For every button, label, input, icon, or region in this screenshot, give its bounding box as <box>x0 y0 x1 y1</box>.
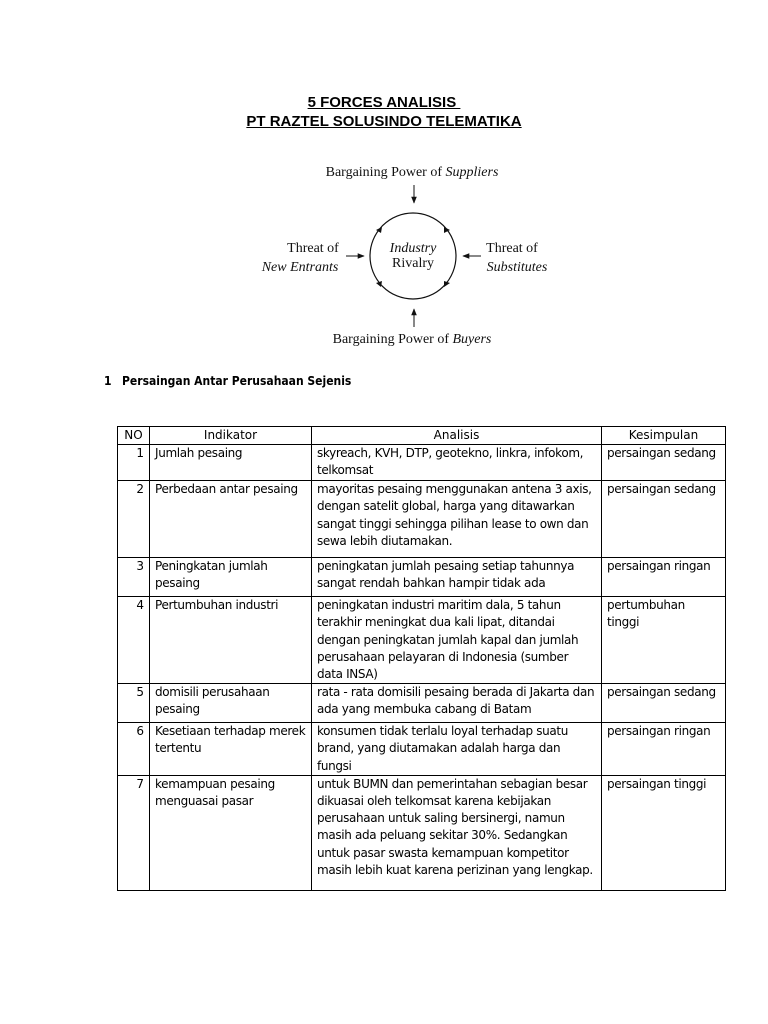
row-number: 4 <box>118 597 150 684</box>
industry-rivalry-line1: Industry <box>389 241 437 256</box>
row-kesimpulan: persaingan sedang <box>602 684 726 723</box>
row-indikator: Peningkatan jumlah pesaing <box>150 558 312 597</box>
industry-rivalry-line2: Rivalry <box>392 256 434 271</box>
substitutes-label-line2: Substitutes <box>486 260 548 275</box>
row-kesimpulan: persaingan sedang <box>602 481 726 558</box>
row-analisis: peningkatan jumlah pesaing setiap tahunnya sangat rendah bahkan hampir tidak ada <box>312 558 602 597</box>
row-analisis: mayoritas pesaing menggunakan antena 3 axis, dengan satelit global, harga yang ditawarkan sangat tinggi sehingga pilihan lease to own dan sewa lebih diutamakan. <box>312 481 602 558</box>
row-kesimpulan: persaingan ringan <box>602 723 726 776</box>
section-heading <box>104 374 351 388</box>
five-forces-diagram <box>0 0 768 360</box>
suppliers-label: Bargaining Power of Suppliers <box>325 165 499 180</box>
row-indikator: Perbedaan antar pesaing <box>150 481 312 558</box>
row-analisis: peningkatan industri maritim dala, 5 tahun terakhir meningkat dua kali lipat, ditandai dengan peningkatan jumlah kapal dan jumlah perusahaan pelayaran di Indonesia (sumber data INSA) <box>312 597 602 684</box>
header-no: NO <box>118 427 150 445</box>
section-number: 1 <box>104 374 112 388</box>
table-row <box>118 445 726 481</box>
row-kesimpulan: persaingan tinggi <box>602 775 726 890</box>
section-title: Persaingan Antar Perusahaan Sejenis <box>122 374 352 388</box>
new-entrants-label-line2: New Entrants <box>261 260 339 275</box>
table-row <box>118 558 726 597</box>
table-row <box>118 597 726 684</box>
table-row <box>118 684 726 723</box>
row-indikator: kemampuan pesaing menguasai pasar <box>150 775 312 890</box>
row-analisis: konsumen tidak terlalu loyal terhadap suatu brand, yang diutamakan adalah harga dan fungsi <box>312 723 602 776</box>
document-subtitle: PT RAZTEL SOLUSINDO TELEMATIKA <box>246 113 522 130</box>
table-row <box>118 723 726 776</box>
row-indikator: domisili perusahaan pesaing <box>150 684 312 723</box>
five-forces-table <box>117 426 726 891</box>
row-kesimpulan: persaingan ringan <box>602 558 726 597</box>
header-indikator: Indikator <box>150 427 312 445</box>
row-analisis: untuk BUMN dan pemerintahan sebagian besar dikuasai oleh telkomsat karena kebijakan perusahaan untuk saling bersinergi, namun masih ada peluang sekitar 30%. Sedangkan untuk pasar swasta kemampuan kompetitor masih lebih kuat karena perizinan yang lengkap. <box>312 775 602 890</box>
row-analisis: rata - rata domisili pesaing berada di Jakarta dan ada yang membuka cabang di Batam <box>312 684 602 723</box>
row-kesimpulan: pertumbuhan tinggi <box>602 597 726 684</box>
row-indikator: Jumlah pesaing <box>150 445 312 481</box>
table-header-row <box>118 427 726 445</box>
row-indikator: Kesetiaan terhadap merek tertentu <box>150 723 312 776</box>
header-analisis: Analisis <box>312 427 602 445</box>
new-entrants-label-line1: Threat of <box>287 241 339 256</box>
substitutes-label-line1: Threat of <box>486 241 538 256</box>
document-title: 5 FORCES ANALISIS <box>307 94 461 111</box>
row-number: 3 <box>118 558 150 597</box>
table-row <box>118 775 726 890</box>
row-analisis: skyreach, KVH, DTP, geotekno, linkra, infokom, telkomsat <box>312 445 602 481</box>
header-kesimpulan: Kesimpulan <box>602 427 726 445</box>
row-kesimpulan: persaingan sedang <box>602 445 726 481</box>
row-number: 1 <box>118 445 150 481</box>
row-indikator: Pertumbuhan industri <box>150 597 312 684</box>
row-number: 7 <box>118 775 150 890</box>
buyers-label: Bargaining Power of Buyers <box>332 332 492 347</box>
table-row <box>118 481 726 558</box>
row-number: 6 <box>118 723 150 776</box>
row-number: 2 <box>118 481 150 558</box>
row-number: 5 <box>118 684 150 723</box>
